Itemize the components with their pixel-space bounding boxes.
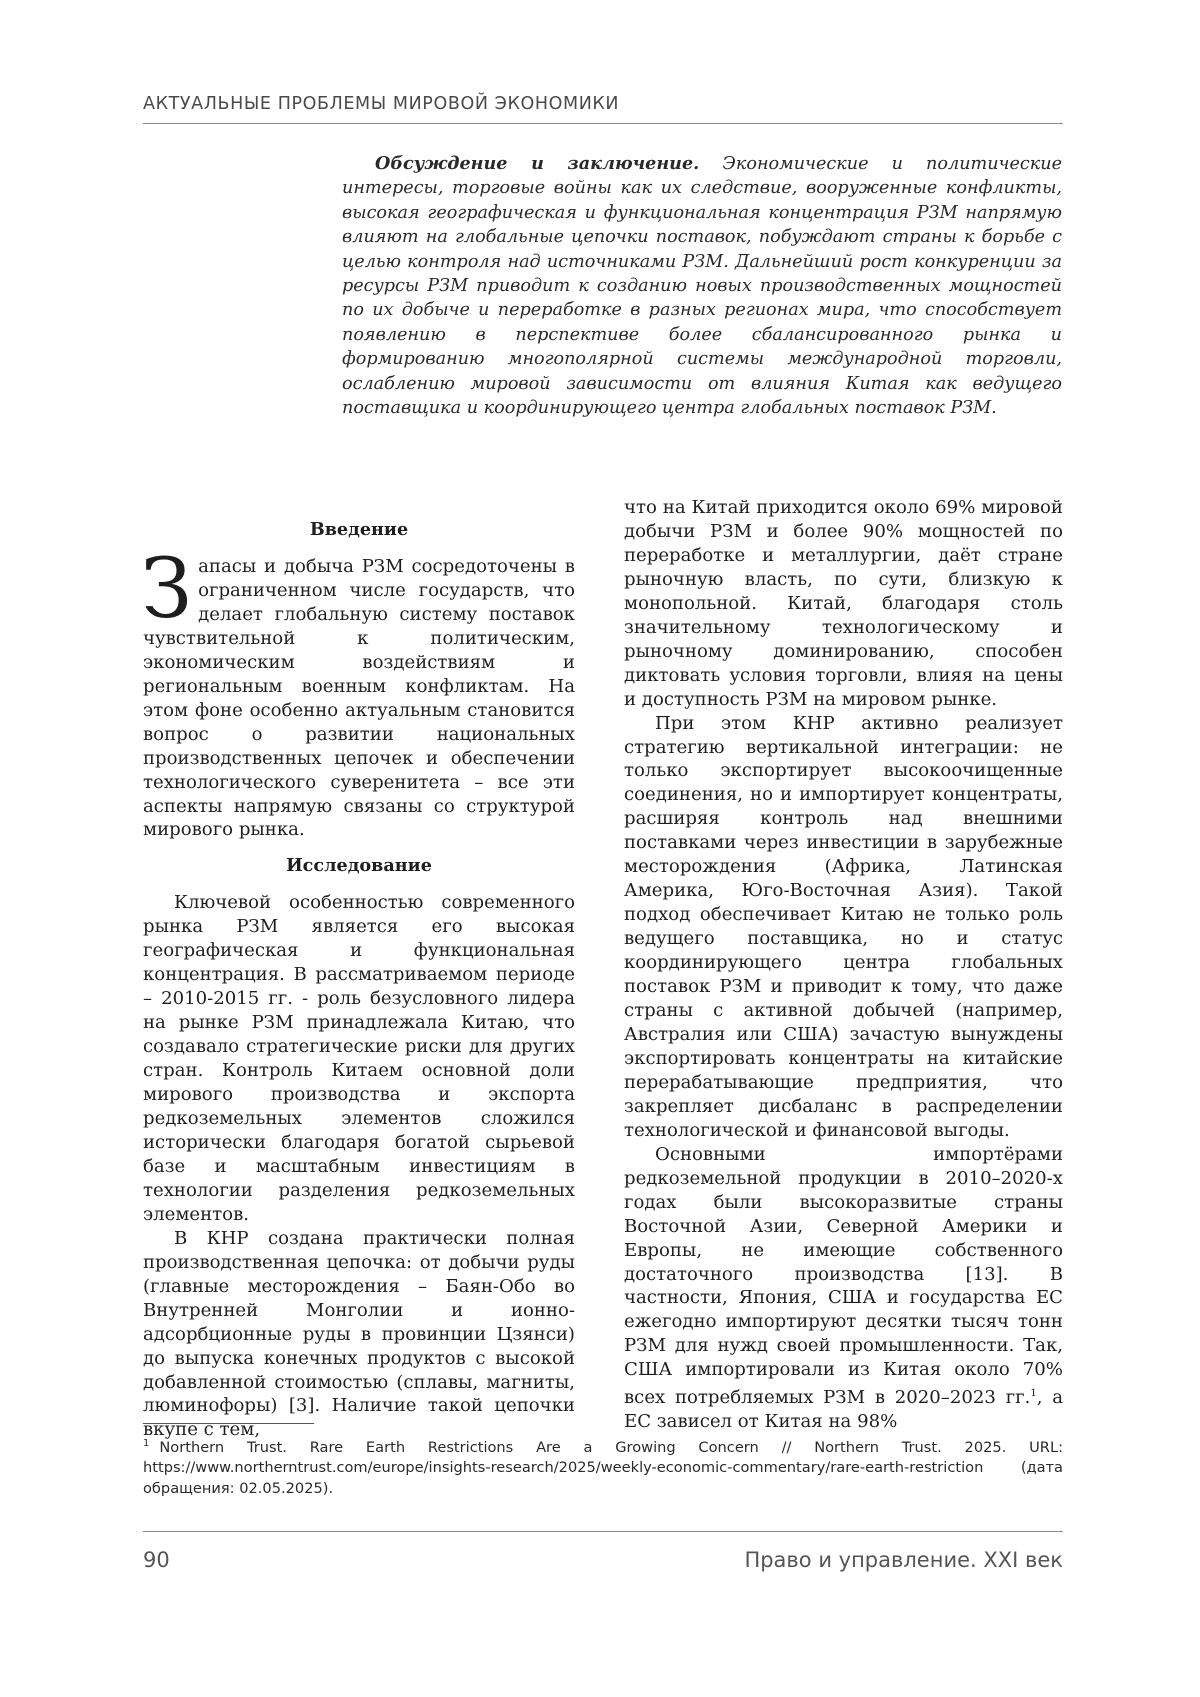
right-paragraph-3-text: Основными импортёрами редкоземельной продукции в 2010–2020-х годах были высокоразвитые страны Восточной Азии, Северной Америки и Европы, не имеющие собственного достаточного производства [13]. В частности, Япония, США и государства ЕС ежегодно импортируют десятки тысяч тонн РЗМ для нужд своей промышленности. Так, США импортировали из Китая около 70% всех потребляемых РЗМ в 2020–2023 гг.: [624, 1143, 1063, 1409]
footnote-text: Northern Trust. Rare Earth Restrictions Are a Growing Concern // Northern Trust. 2025. URL: https://www.northerntrust.com/europe/insights-research/2025/weekly-economic-commentary/rare-earth-restriction (дата обращения: 02.05.2025).: [143, 1438, 1063, 1497]
journal-title: Право и управление. XXI век: [744, 1548, 1063, 1572]
right-paragraph-3-end: , а ЕС зависел от Китая на 98%: [624, 1387, 1063, 1433]
right-paragraph-1: что на Китай приходится около 69% мировой добычи РЗМ и более 90% мощностей по переработке и металлургии, даёт стране рыночную власть, по сути, близкую к монопольной. Китай, благодаря столь значительному технологическому и рыночному доминированию, способен диктовать условия торговли, влияя на цены и доступность РЗМ на мировом рынке.: [624, 497, 1063, 710]
footnote-reference[interactable]: 1: [1030, 1388, 1037, 1400]
drop-cap: З: [141, 542, 193, 637]
footnote-mark: 1: [143, 1438, 150, 1449]
right-column: [624, 496, 1063, 1434]
intro-paragraph: [141, 542, 575, 842]
page-number: 90: [143, 1548, 170, 1572]
abstract: [342, 152, 1062, 420]
footnote: [143, 1434, 1063, 1499]
right-paragraph-3: [624, 1143, 1063, 1434]
footer-rule: [143, 1531, 1063, 1532]
left-column: [143, 518, 575, 1442]
right-paragraph-2: При этом КНР активно реализует стратегию вертикальной интеграции: не только экспортирует высокоочищенные соединения, но и импортирует концентраты, расширяя контроль над внешними поставками через инвестиции в зарубежные месторождения (Африка, Латинская Америка, Юго-Восточная Азия). Такой подход обеспечивает Китаю не только роль ведущего поставщика, но и статус координирующего центра глобальных поставок РЗМ и приводит к тому, что даже страны с активной добычей (например, Австралия или США) зачастую вынуждены экспортировать концентраты на китайские перерабатывающие предприятия, что закрепляет дисбаланс в распределении технологической и финансовой выгоды.: [624, 712, 1063, 1141]
abstract-text: Экономические и политические интересы, торговые войны как их следствие, вооруженные конфликты, высокая географическая и функциональная концентрация РЗМ напрямую влияют на глобальные цепочки поставок, побуждают страны к борьбе с целью контроля над источниками РЗМ. Дальнейший рост конкуренции за ресурсы РЗМ приводит к созданию новых производственных мощностей по их добыче и переработке в разных регионах мира, что способствует появлению в перспективе более сбалансированного рынка и формированию многополярной системы международной торговли, ослаблению мировой зависимости от влияния Китая как ведущего поставщика и координирующего центра глобальных поставок РЗМ.: [342, 154, 1062, 419]
section-heading-intro: Введение: [309, 519, 409, 540]
header-rule: [143, 123, 1063, 124]
research-paragraph-1: Ключевой особенностью современного рынка РЗМ является его высокая географическая и функциональная концентрация. В рассматриваемом периоде – 2010-2015 гг. - роль безусловного лидера на рынке РЗМ принадлежала Китаю, что создавало стратегические риски для других стран. Контроль Китаем основной доли мирового производства и экспорта редкоземельных элементов сложился исторически благодаря богатой сырьевой базе и масштабным инвестициям в технологии разделения редкоземельных элементов.: [143, 892, 575, 1225]
research-paragraph-2: В КНР создана практически полная производственная цепочка: от добычи руды (главные месторождения – Баян-Обо во Внутренней Монголии и ионно-адсорбционные руды в провинции Цзянси) до выпуска конечных продуктов с высокой добавленной стоимостью (сплавы, магниты, люминофоры) [3]. Наличие такой цепочки вкупе с тем,: [143, 1227, 575, 1441]
section-heading-research: Исследование: [286, 855, 432, 877]
running-head-title: АКТУАЛЬНЫЕ ПРОБЛЕМЫ МИРОВОЙ ЭКОНОМИКИ: [143, 94, 620, 114]
intro-text: апасы и добыча РЗМ сосредоточены в ограниченном числе государств, что делает глобальную систему поставок чувствительной к политическим, экономическим воздействиям и региональным военным конфликтам. На этом фоне особенно актуальным становится вопрос о развитии национальных производственных цепочек и обеспечении технологического суверенитета – все эти аспекты напрямую связаны со структурой мирового рынка.: [143, 556, 575, 841]
footnote-rule: [143, 1423, 314, 1424]
abstract-lead: Обсуждение и заключение.: [375, 153, 700, 174]
